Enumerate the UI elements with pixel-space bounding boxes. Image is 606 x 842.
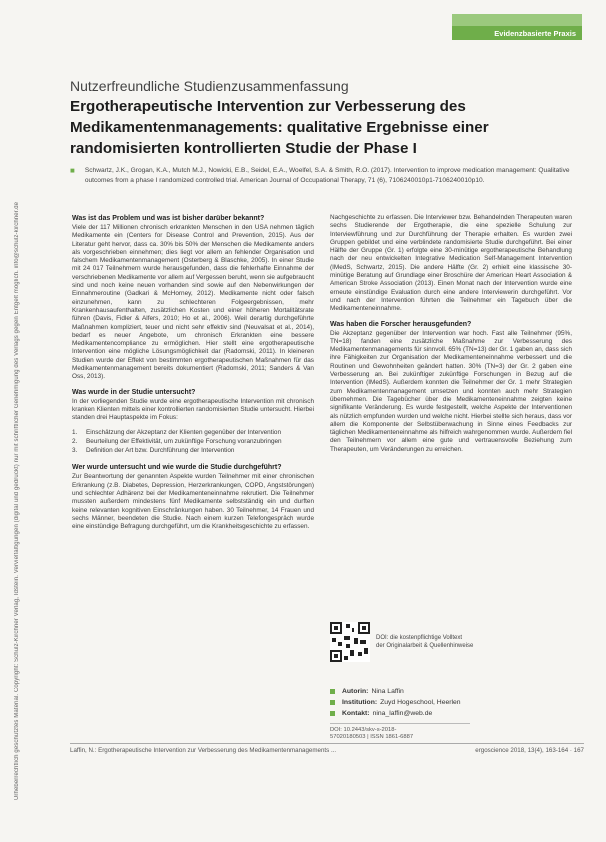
- institution-value: Zuyd Hogeschool, Heerlen: [380, 699, 461, 706]
- copyright-sidebar: Urheberrechtlich geschütztes Material. Copyright: Schulz-Kirchner Verlag, Idstein. Vervielfältigungen (digital und gedruckt) nur mit schriftlicher Genehmigung des Verlags gegen Entgelt möglich. info@schulz-kirchner.de: [14, 201, 20, 800]
- paragraph: Die Akzeptanz gegenüber der Intervention war hoch. Fast alle Teilnehmer (95%, TN=18) fanden eine zusätzliche Maßnahme zur Verbesserung des Medikamentenmanagements für sinnvoll. 65% (TN=13) der Gr. 1 gaben an, dass sich ihre Fähigkeiten zur Organisation der Medikamenteneinnahme verbessert und die Routinen und Gewohnheiten geändert hatten. 30% (TN=3) der Gr. 2 gaben eine Verbesserung an. Bei zukünftiger zukünftige Forschungen in Bezug auf die Intervention (IMedS). Außerdem konnten die Teilnehmer der Gr. 1 mehr Strategien zum Medikamentenmanagement umsetzen und konnten auch mehr Strategien übernehmen. Die Tagebücher über die Medikamenteneinnahme zeigten keine signifikante Veränderung. Es wurde festgestellt, welche Aspekte der Interventionen als nützlich empfunden wurden und welche nicht. Hierbei stellte sich heraus, dass vor allem die Komponente der Selbstüberwachung in Sinne eines Feedbacks zur täglichen Medikamenteneinnahme als hilfreich wahrgenommen wurde. Außerdem fiel den Teilnehmern vor allem eine gute und vertrauensvolle Beziehung zum Therapeuten, um Veränderungen zu erreichen.: [330, 329, 572, 453]
- badge-stripe: [452, 14, 582, 26]
- paragraph: Viele der 117 Millionen chronisch erkrankten Menschen in den USA nehmen täglich Medikamente ein (Centers for Disease Control and Prevention, 2015). Aus der Literatur geht hervor, dass ca. 30% bis 50% der Menschen die Medikamente anders als vorgeschrieben einnehmen; dies liegt vor allem an fehlender Organisation und falschem Medikamentenmanagement (Osterberg & Blaschke, 2005). In einer Studie mit 24 017 Teilnehmern wurde herausgefunden, dass die fehlerhafte Einnahme der verschriebenen Medikamente vor allem auf Vergessen beruht, wenn sie aufgebraucht sind und noch keine neuen vorhanden sind sowie auf den Nebenwirkungen der Einnahmeroutine (Gadkari & McHorney, 2012). Medikamente nicht oder falsch einzunehmen, kann zu schlechteren Folgeergebnissen, mehr Krankenhausaufenthalten, zusätzlichen Kosten und einer höheren Mortalitätsrate führen (Davis, Fidler & Alfers, 2010; Ho et al., 2006). Weil derartig durchgeführte Maßnahmen kompliziert, teuer und nicht sehr effektiv sind (Neuvalsat et al., 2014), bedarf es neuer Angebote, um chronisch Erkrankten eine bessere Medikamentencompliance zu ermöglichen. Hier stellt eine ergotherapeutische Intervention eine mögliche Lösungsmöglichkeit dar (Radomski, 2011). In kleineren Studien wurde der Effekt von bestimmten ergotherapeutischen Maßnahmen für das Medikamentenmanagement bereits dokumentiert (Radomski, 2011; Sanders & Van Oss, 2013).: [72, 224, 314, 381]
- section-badge: Evidenzbasierte Praxis: [452, 26, 582, 40]
- right-column: [330, 214, 572, 460]
- list-number: 3.: [72, 447, 78, 455]
- qr-line-1: DOI: die kostenpflichtige Volltext: [376, 635, 463, 641]
- section-heading: Was wurde in der Studie untersucht?: [72, 388, 196, 396]
- doi-line-2: 57020180503 | ISSN 1861-6887: [330, 734, 414, 740]
- author-value: Nina Laffin: [371, 688, 404, 695]
- list-item: [72, 447, 314, 455]
- article-kicker: Nutzerfreundliche Studienzusammenfassung: [70, 78, 349, 94]
- list-number: 1.: [72, 428, 78, 436]
- bullet-icon: ■: [70, 166, 75, 175]
- article-title: Ergotherapeutische Intervention zur Verbesserung des Medikamentenmanagements: qualitative Ergebnisse einer randomisierten kontrollierten Studie der Phase I: [70, 98, 489, 157]
- section-heading: Was haben die Forscher herausgefunden?: [330, 320, 472, 328]
- list-text: Beurteilung der Effektivität, um zukünftige Forschung voranzubringen: [86, 437, 282, 445]
- list-number: 2.: [72, 437, 78, 445]
- doi-info: [330, 723, 470, 741]
- qr-line-2: der Originalarbeit & Quellenhinweise: [376, 643, 474, 649]
- paragraph: In der vorliegenden Studie wurde eine ergotherapeutische Intervention mit chronisch kranken Klienten mittels einer kontrollierten randomisierten Studie untersucht. Hierbei standen drei Hauptaspekte im Fokus:: [72, 397, 314, 422]
- author-label: Autorin:: [342, 688, 369, 695]
- author-meta: [330, 686, 570, 741]
- list-text: Definition der Art bzw. Durchführung der Intervention: [86, 447, 235, 455]
- qr-code-icon[interactable]: [330, 622, 370, 662]
- contact-row: [330, 708, 570, 719]
- doi-line-1: DOI: 10.2443/skv-s-2018-: [330, 727, 397, 733]
- contact-label: Kontakt:: [342, 710, 370, 717]
- section-heading: Wer wurde untersucht und wie wurde die Studie durchgeführt?: [72, 464, 282, 472]
- aims-list: [72, 429, 314, 456]
- footer-journal: ergoscience 2018, 13(4), 163-164 · 167: [475, 747, 584, 754]
- institution-label: Institution:: [342, 699, 378, 706]
- bullet-icon: [330, 711, 335, 716]
- reference-text: Schwartz, J.K., Grogan, K.A., Mutch M.J., Nowicki, E.B., Seidel, E.A., Woelfel, S.A. & Smith, R.O. (2017). Intervention to improve medication management: Qualitative outcomes from a phase I randomized controlled trial. American Journal of Occupational Therapy, 71 (6), 7106240010p1-7106240010p10.: [84, 167, 570, 184]
- bullet-icon: [330, 689, 335, 694]
- paragraph: Zur Beantwortung der genannten Aspekte wurden Teilnehmer mit einer chronischen Erkrankung (z.B. Diabetes, Depression, Herzerkrankungen, COPD, Angststörungen) und schlechter Adhärenz bei der Medikamenteneinnahme rekrutiert. Die Teilnehmer mussten außerdem mindestens fünf Medikamente selbstständig ein und durften keine relevanten kognitiven Einschränkungen haben. 30 Teilnehmer, 14 Frauen und sechs Männer, beendeten die Studie. Nach einem kurzen Telefongespräch wurde eine einstündige Befragung durchgeführt, um die Krankheitsgeschichte zu erfassen.: [72, 473, 314, 531]
- section-heading: Was ist das Problem und was ist bisher darüber bekannt?: [72, 215, 265, 222]
- reference: [70, 166, 585, 185]
- contact-email-link[interactable]: nina_laffin@web.de: [372, 710, 433, 717]
- footer-citation: Laffin, N.: Ergotherapeutische Intervention zur Verbesserung des Medikamentenmanagements ...: [70, 747, 337, 754]
- list-text: Einschätzung der Akzeptanz der Klienten gegenüber der Intervention: [86, 428, 282, 436]
- qr-block: [330, 622, 570, 672]
- author-row: [330, 686, 570, 697]
- list-item: [72, 438, 314, 446]
- qr-caption: [376, 634, 473, 650]
- page-footer: [70, 743, 584, 754]
- left-column: [72, 214, 314, 538]
- paragraph: Nachgeschichte zu erfassen. Die Interviewer bzw. Behandelnden Therapeuten waren sechs Studierende der Ergotherapie, die eine spezielle Schulung zur Interviewführung und zur Durchführung der Therapie erhalten. Es wurden zwei Gruppen gebildet und eine verblindete randomisierte Studie durchgeführt. Bei einer Hälfte der Gruppe (Gr. 1) erfolgte eine 30-minütige ergotherapeutische Behandlung nach der neu entwickelten Integrative Medication Self-Management Intervention (IMedS, Schwartz, 2015). Die andere Hälfte (Gr. 2) erhielt eine klassische 30-minütige Beratung auf Grundlage einer Broschüre der American Heart Association & American Stroke Association (2013). Einen Monat nach der Intervention wurde eine erneute einstündige Evaluation durch eine andere Interviewerin durchgeführt. Vor und nach der Intervention führten die Teilnehmer ein Tagebuch über die Medikamenteneinnahme.: [330, 214, 572, 313]
- bullet-icon: [330, 700, 335, 705]
- institution-row: [330, 697, 570, 708]
- list-item: [72, 429, 314, 437]
